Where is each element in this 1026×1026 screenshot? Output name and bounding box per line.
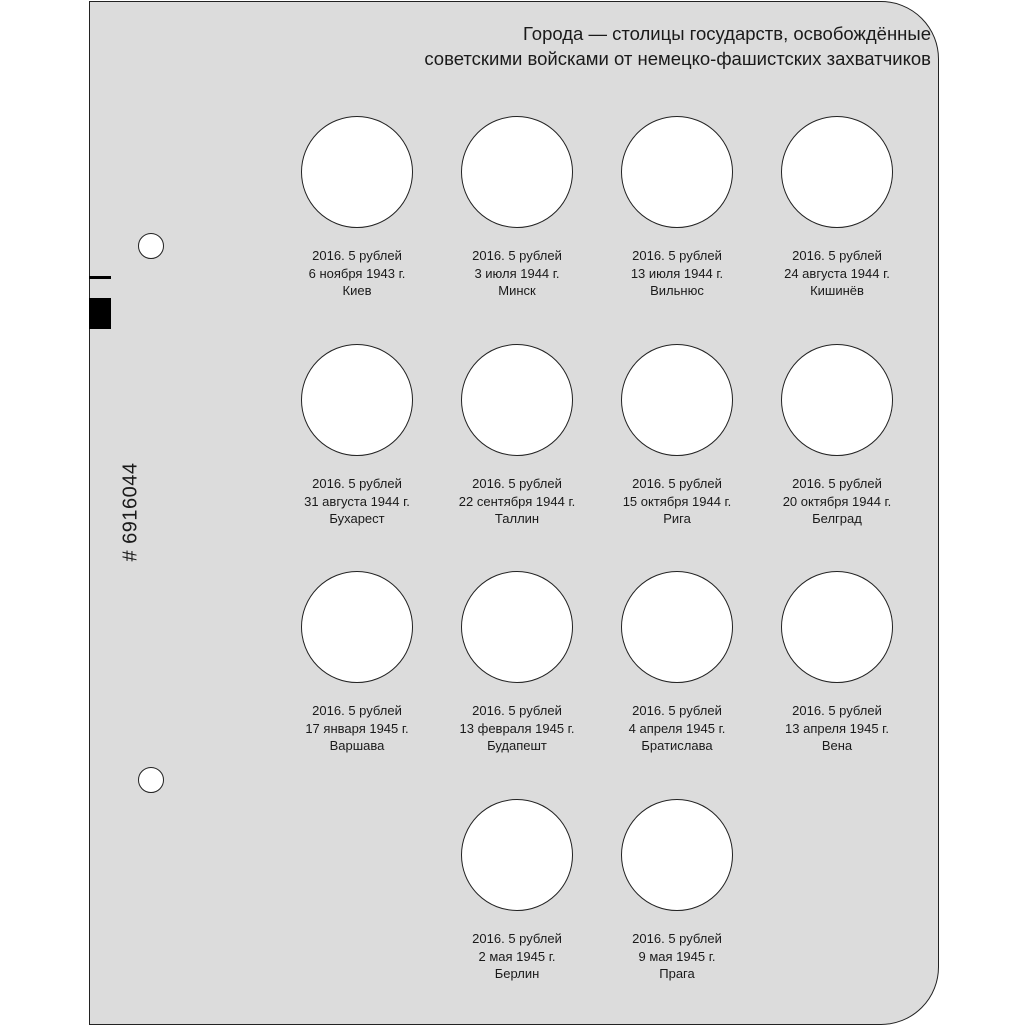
coin-cell[interactable] — [621, 571, 733, 683]
coin-date: 6 ноября 1943 г. — [308, 265, 406, 281]
coin-city: Таллин — [494, 511, 540, 526]
coin-city: Варшава — [329, 738, 385, 753]
coin-date: 13 апреля 1945 г. — [785, 720, 889, 736]
coin-cell[interactable] — [781, 344, 893, 456]
coin-slot — [437, 344, 597, 534]
coin-cell[interactable] — [621, 116, 733, 228]
coin-caption — [597, 475, 757, 528]
coin-issue: 2016. 5 рублей — [792, 248, 882, 263]
coin-issue: 2016. 5 рублей — [312, 248, 402, 263]
coin-caption — [437, 930, 597, 983]
coin-cell[interactable] — [461, 344, 573, 456]
coin-cell[interactable] — [301, 571, 413, 683]
coin-date: 13 февраля 1945 г. — [459, 720, 575, 736]
coin-city: Рига — [663, 511, 691, 526]
coin-issue: 2016. 5 рублей — [792, 703, 882, 718]
coin-caption — [277, 475, 437, 528]
coin-caption — [597, 247, 757, 300]
binder-hole-top — [138, 233, 164, 259]
coin-issue: 2016. 5 рублей — [792, 476, 882, 491]
coin-issue: 2016. 5 рублей — [312, 703, 402, 718]
title-line-1: Города — столицы государств, освобождённые — [523, 23, 931, 44]
coin-slot — [757, 344, 917, 534]
coin-date: 15 октября 1944 г. — [622, 493, 732, 509]
coin-caption — [757, 247, 917, 300]
registration-mark-block — [89, 298, 111, 329]
coin-city: Вильнюс — [650, 283, 704, 298]
coin-caption — [277, 702, 437, 755]
coin-slot — [437, 571, 597, 761]
page-title — [424, 21, 931, 71]
coin-slot — [757, 571, 917, 761]
coin-issue: 2016. 5 рублей — [472, 248, 562, 263]
coin-date: 4 апреля 1945 г. — [628, 720, 726, 736]
coin-cell[interactable] — [301, 116, 413, 228]
coin-caption — [757, 702, 917, 755]
coin-cell[interactable] — [781, 116, 893, 228]
coin-city: Братислава — [641, 738, 713, 753]
coin-issue: 2016. 5 рублей — [312, 476, 402, 491]
coin-issue: 2016. 5 рублей — [632, 703, 722, 718]
coin-slot — [277, 116, 437, 306]
coin-issue: 2016. 5 рублей — [632, 248, 722, 263]
coin-cell[interactable] — [461, 799, 573, 911]
article-number: # 6916044 — [119, 462, 142, 562]
coin-caption — [597, 930, 757, 983]
coin-cell[interactable] — [461, 116, 573, 228]
coin-caption — [437, 475, 597, 528]
coin-city: Киев — [342, 283, 372, 298]
coin-cell[interactable] — [461, 571, 573, 683]
coin-date: 31 августа 1944 г. — [304, 493, 410, 509]
coin-slot — [597, 116, 757, 306]
coin-city: Минск — [498, 283, 536, 298]
coin-issue: 2016. 5 рублей — [472, 476, 562, 491]
coin-caption — [437, 702, 597, 755]
coin-slot — [597, 571, 757, 761]
coin-slot — [277, 344, 437, 534]
coin-issue: 2016. 5 рублей — [632, 931, 722, 946]
coin-date: 9 мая 1945 г. — [638, 948, 716, 964]
coin-issue: 2016. 5 рублей — [472, 703, 562, 718]
coin-city: Бухарест — [329, 511, 385, 526]
coin-date: 3 июля 1944 г. — [474, 265, 560, 281]
coin-caption — [437, 247, 597, 300]
coin-cell[interactable] — [301, 344, 413, 456]
coin-city: Белград — [812, 511, 862, 526]
coin-city: Кишинёв — [810, 283, 864, 298]
coin-cell[interactable] — [781, 571, 893, 683]
coin-date: 17 января 1945 г. — [305, 720, 409, 736]
registration-mark-line — [89, 276, 111, 279]
coin-caption — [277, 247, 437, 300]
coin-city: Прага — [659, 966, 695, 981]
coin-cell[interactable] — [621, 344, 733, 456]
coin-date: 24 августа 1944 г. — [784, 265, 890, 281]
coin-caption — [597, 702, 757, 755]
coin-slot — [277, 571, 437, 761]
coin-slot — [437, 799, 597, 989]
coin-city: Берлин — [494, 966, 540, 981]
coin-caption — [757, 475, 917, 528]
coin-slot — [597, 799, 757, 989]
coin-slot — [437, 116, 597, 306]
coin-date: 2 мая 1945 г. — [478, 948, 556, 964]
coin-issue: 2016. 5 рублей — [632, 476, 722, 491]
coin-city: Вена — [821, 738, 853, 753]
coin-slot — [757, 116, 917, 306]
coin-date: 22 сентября 1944 г. — [458, 493, 576, 509]
coin-cell[interactable] — [621, 799, 733, 911]
title-line-2: советскими войсками от немецко-фашистских захватчиков — [424, 48, 931, 69]
coin-date: 13 июля 1944 г. — [630, 265, 724, 281]
coin-issue: 2016. 5 рублей — [472, 931, 562, 946]
coin-slot — [597, 344, 757, 534]
binder-hole-bottom — [138, 767, 164, 793]
coin-city: Будапешт — [487, 738, 547, 753]
coin-date: 20 октября 1944 г. — [782, 493, 892, 509]
